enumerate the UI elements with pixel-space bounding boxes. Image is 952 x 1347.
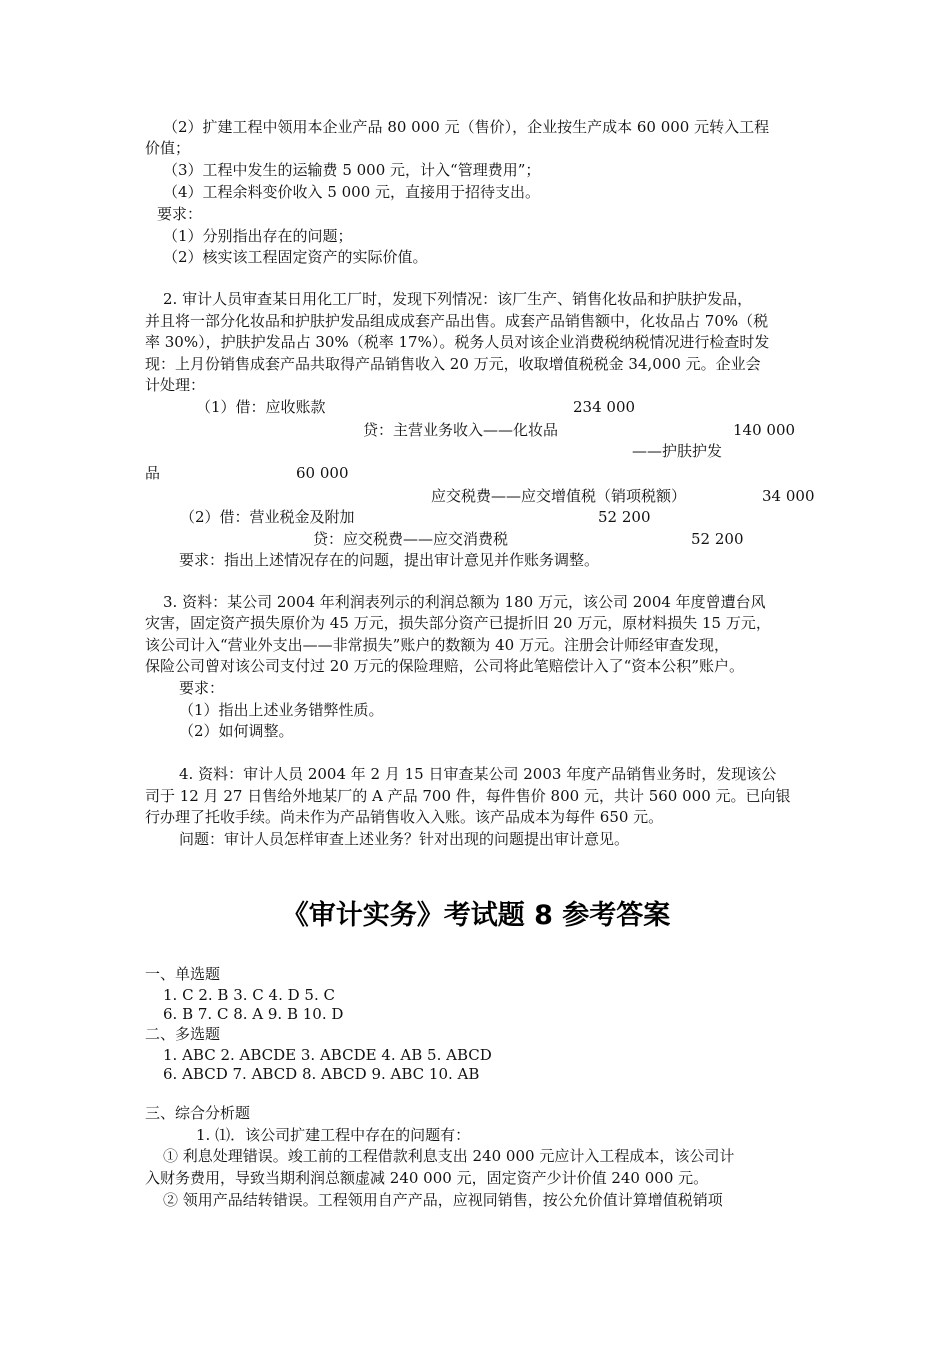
journal-entry-debit: （2）借：营业税金及附加 [180,508,355,526]
journal-amount: 34 000 [762,487,815,505]
text-line: 3. 资料：某公司 2004 年利润表列示的利润总额为 180 万元，该公司 2004 年度曾遭台风 [163,593,766,611]
journal-entry-credit: 应交税费——应交增值税（销项税额） [431,487,687,505]
journal-entry-debit: （1）借：应收账款 [196,398,326,416]
text-line: 4. 资料：审计人员 2004 年 2 月 15 日审查某公司 2003 年度产品销售业务时，发现该公 [179,765,777,783]
answer-row: 6. ABCD 7. ABCD 8. ABCD 9. ABC 10. AB [163,1065,480,1083]
text-line: 品 [145,464,161,482]
text-line: （2）如何调整。 [179,722,294,740]
answer-row: 1. C 2. B 3. C 4. D 5. C [163,986,335,1004]
answer-key-title: 《审计实务》考试题 8 参考答案 [281,900,671,931]
text-line: ② 领用产品结转错误。工程领用自产产品，应视同销售，按公允价值计算增值税销项 [163,1191,723,1209]
journal-amount: 140 000 [733,421,796,439]
text-line: 行办理了托收手续。尚未作为产品销售收入入账。该产品成本为每件 650 元。 [145,808,664,826]
text-line: （1）指出上述业务错弊性质。 [179,701,384,719]
text-line: 要求：指出上述情况存在的问题，提出审计意见并作账务调整。 [179,551,600,569]
section-heading: 二、多选题 [145,1025,221,1043]
text-line: 司于 12 月 27 日售给外地某厂的 A 产品 700 件，每件售价 800 元，共计 560 000 元。已向银 [145,787,791,805]
text-line: ① 利息处理错误。竣工前的工程借款利息支出 240 000 元应计入工程成本，该公司计 [163,1147,735,1165]
text-line: 1. ⑴．该公司扩建工程中存在的问题有： [196,1126,471,1144]
journal-amount: 52 200 [691,530,744,548]
section-heading: 三、综合分析题 [145,1104,251,1122]
text-line: 价值； [145,139,191,157]
text-line: 2. 审计人员审查某日用化工厂时，发现下列情况：该厂生产、销售化妆品和护肤护发品， [163,290,753,308]
text-line: （4）工程余料变价收入 5 000 元，直接用于招待支出。 [163,183,541,201]
text-line: （2）扩建工程中领用本企业产品 80 000 元（售价），企业按生产成本 60 000 元转入工程 [163,118,770,136]
text-line: （3）工程中发生的运输费 5 000 元，计入“管理费用”； [163,161,541,179]
text-line: 率 30%），护肤护发品占 30%（税率 17%）。税务人员对该企业消费税纳税情况进行检查时发 [145,333,770,351]
text-line: 灾害，固定资产损失原价为 45 万元，损失部分资产已提折旧 20 万元，原材料损失 15 万元， [145,614,771,632]
text-line: 保险公司曾对该公司支付过 20 万元的保险理赔，公司将此笔赔偿计入了“资本公积”账户。 [145,657,744,675]
journal-amount: 60 000 [296,464,349,482]
section-heading: 一、单选题 [145,965,221,983]
answer-row: 6. B 7. C 8. A 9. B 10. D [163,1005,344,1023]
text-line: 并且将一部分化妆品和护肤护发品组成成套产品出售。成套产品销售额中，化妆品占 70%（税 [145,312,769,330]
text-line: （1）分别指出存在的问题； [163,227,353,245]
journal-entry-credit: 贷：主营业务收入——化妆品 [363,421,559,439]
answer-row: 1. ABC 2. ABCDE 3. ABCDE 4. AB 5. ABCD [163,1046,492,1064]
journal-amount: 234 000 [573,398,636,416]
text-line: 入财务费用，导致当期利润总额虚减 240 000 元，固定资产少计价值 240 000 元。 [145,1169,709,1187]
journal-entry-credit: 贷：应交税费——应交消费税 [313,530,509,548]
text-line: 现：上月份销售成套产品共取得产品销售收入 20 万元，收取增值税税金 34,000 元。企业会 [145,355,761,373]
journal-entry-credit: ——护肤护发 [632,442,723,460]
text-line: 要求： [179,679,225,697]
text-line: （2）核实该工程固定资产的实际价值。 [163,248,428,266]
text-line: 计处理： [145,376,206,394]
journal-amount: 52 200 [598,508,651,526]
text-line: 该公司计入“营业外支出——非常损失”账户的数额为 40 万元。注册会计师经审查发现， [145,636,729,654]
text-line: 要求： [157,205,203,223]
text-line: 问题：审计人员怎样审查上述业务？针对出现的问题提出审计意见。 [179,830,630,848]
